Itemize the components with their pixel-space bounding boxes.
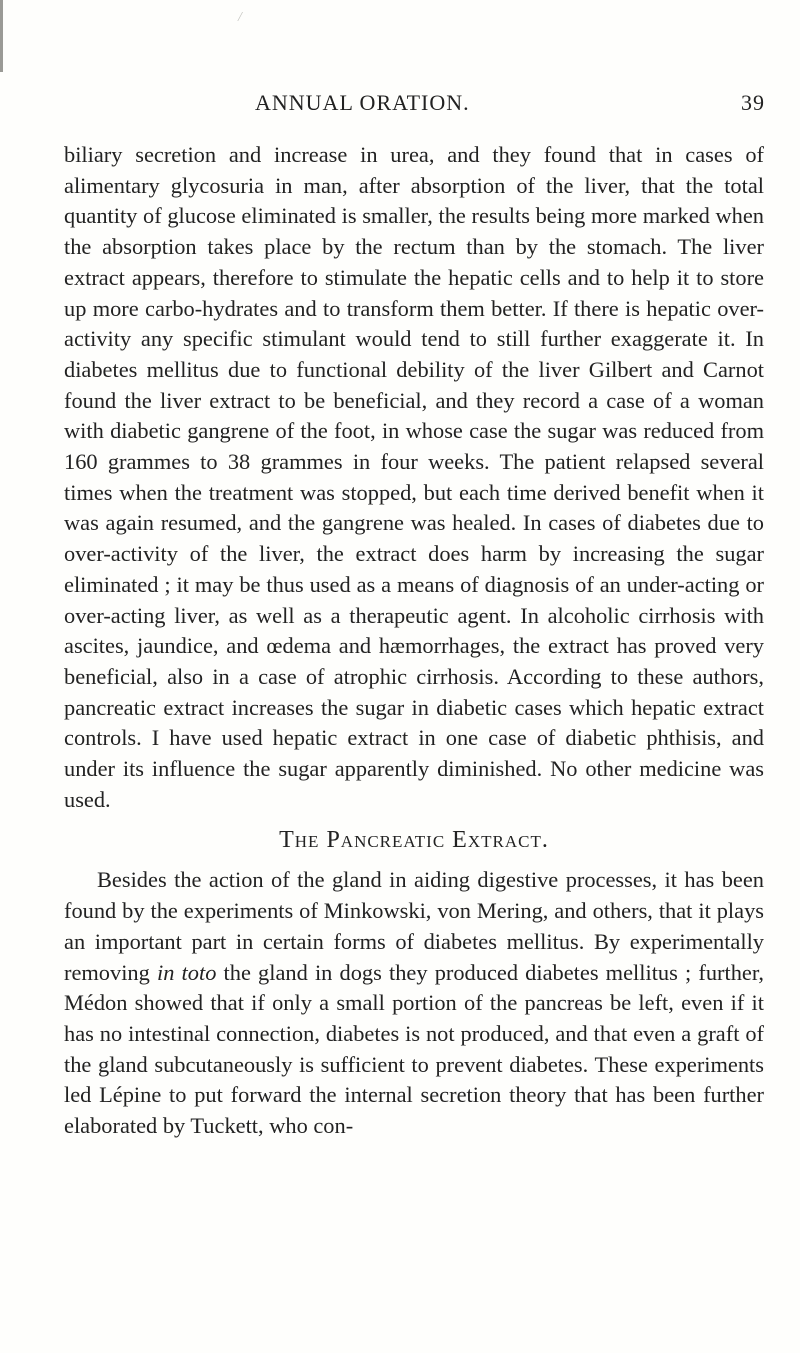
page-number: 39: [741, 90, 765, 115]
section-heading: The Pancreatic Extract.: [279, 827, 549, 854]
running-head: [255, 90, 765, 126]
paragraph-2-italic-phrase: in toto: [156, 959, 217, 985]
paragraph-1: biliary secretion and increase in urea, and they found that in cases of alimentary glycosuria in man, after absorption of the liver, that the total quantity of glucose eliminated is smaller, the results being more marked when the absorption takes place by the rectum than by the stomach. The liver extract appears, therefore to stimulate the hepatic cells and to help it to store up more carbo-hydrates and to transform them better. If there is hepatic over-activity any specific stimulant would tend to still further exaggerate it. In diabetes mellitus due to functional debility of the liver Gilbert and Carnot found the liver extract to be beneficial, and they record a case of a woman with diabetic gangrene of the foot, in whose case the sugar was reduced from 160 grammes to 38 grammes in four weeks. The patient relapsed several times when the treatment was stopped, but each time derived benefit when it was again resumed, and the gangrene was healed. In cases of diabetes due to over-activity of the liver, the extract does harm by increasing the sugar eliminated ; it may be thus used as a means of diagnosis of an under-acting or over-acting liver, as well as a therapeutic agent. In alcoholic cirrhosis with ascites, jaundice, and œdema and hæmorrhages, the extract has proved very beneficial, also in a case of atrophic cirrhosis. According to these authors, pancreatic extract increases the sugar in diabetic cases which hepatic extract controls. I have used hepatic extract in one case of diabetic phthisis, and under its influence the sugar apparently diminished. No other medicine was used.: [64, 142, 764, 812]
paragraph-2-text-start: Besides the action of the gland in aiding digestive processes, it has been found by the experiments of Minkowski, von Mering, and others, that it plays an important part in certain forms of diabetes mellitus. By experimentally removing: [64, 867, 764, 985]
corner-ink-mark: /: [238, 10, 242, 25]
paragraph-2-text-end: the gland in dogs they produced diabetes mellitus ; further, Médon showed that if only a small portion of the pancreas be left, even if it has no intestinal connection, diabetes is not produced, and that even a graft of the gland subcutaneously is sufficient to prevent diabetes. These experiments led Lépine to put forward the internal secretion theory that has been further elaborated by Tuckett, who con-: [64, 959, 764, 1139]
paragraph-2: [64, 865, 764, 1141]
page-edge-line: [0, 0, 3, 72]
body-text: [64, 140, 764, 1142]
running-title: ANNUAL ORATION.: [255, 90, 470, 115]
